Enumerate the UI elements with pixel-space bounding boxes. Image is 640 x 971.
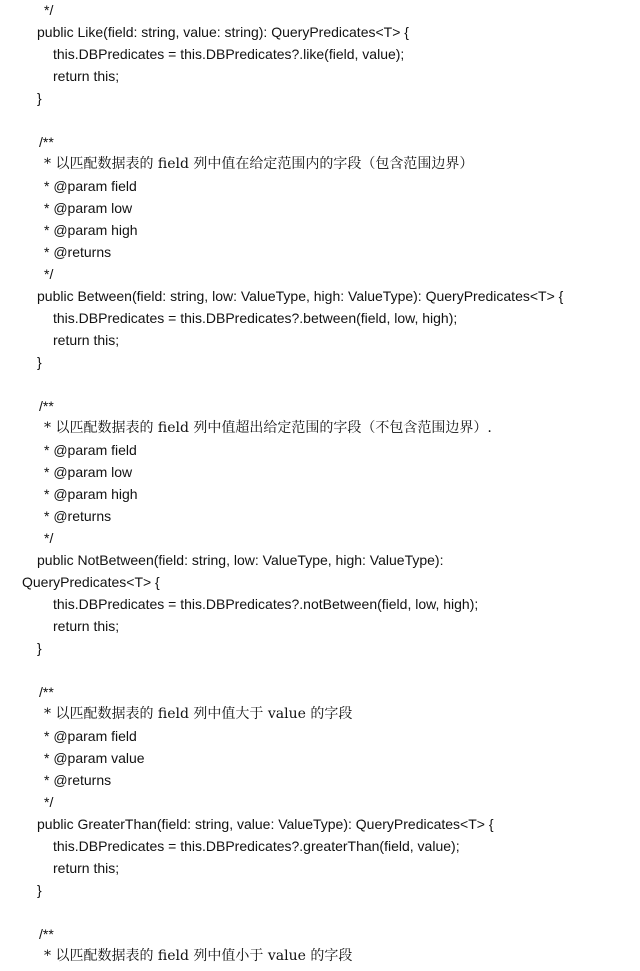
comment-start: /** <box>39 684 54 700</box>
comment-param: * @param value <box>44 750 145 766</box>
comment-returns: * @returns <box>44 244 112 260</box>
code-statement: this.DBPredicates = this.DBPredicates?.like(field, value); <box>53 46 405 62</box>
method-signature-greaterthan: public GreaterThan(field: string, value: ValueType): QueryPredicates<T> { <box>37 816 494 832</box>
method-signature-like: public Like(field: string, value: string): QueryPredicates<T> { <box>37 24 409 40</box>
comment-returns: * @returns <box>44 772 112 788</box>
comment-param: * @param high <box>44 486 138 502</box>
return-statement: return this; <box>53 68 120 84</box>
comment-start: /** <box>39 134 54 150</box>
comment-description: * 以匹配数据表的 field 列中值大于 value 的字段 <box>44 706 353 722</box>
comment-end: */ <box>44 2 54 18</box>
code-statement: this.DBPredicates = this.DBPredicates?.greaterThan(field, value); <box>53 838 460 854</box>
code-statement: this.DBPredicates = this.DBPredicates?.between(field, low, high); <box>53 310 458 326</box>
method-signature-between: public Between(field: string, low: ValueType, high: ValueType): QueryPredicates<T> { <box>37 288 564 304</box>
comment-end: */ <box>44 530 54 546</box>
closing-brace: } <box>37 354 42 370</box>
comment-start: /** <box>39 926 54 942</box>
comment-end: */ <box>44 266 54 282</box>
closing-brace: } <box>37 882 42 898</box>
comment-description: * 以匹配数据表的 field 列中值超出给定范围的字段（不包含范围边界）. <box>44 420 492 436</box>
comment-param: * @param low <box>44 200 133 216</box>
code-statement: this.DBPredicates = this.DBPredicates?.notBetween(field, low, high); <box>53 596 479 612</box>
comment-returns: * @returns <box>44 508 112 524</box>
comment-description: * 以匹配数据表的 field 列中值小于 value 的字段 <box>44 948 353 964</box>
comment-param: * @param field <box>44 178 137 194</box>
comment-end: */ <box>44 794 54 810</box>
method-signature-notbetween: public NotBetween(field: string, low: ValueType, high: ValueType): <box>37 552 444 568</box>
comment-param: * @param high <box>44 222 138 238</box>
comment-description: * 以匹配数据表的 field 列中值在给定范围内的字段（包含范围边界） <box>44 156 474 172</box>
comment-start: /** <box>39 398 54 414</box>
return-statement: return this; <box>53 618 120 634</box>
comment-param: * @param field <box>44 728 137 744</box>
comment-param: * @param low <box>44 464 133 480</box>
closing-brace: } <box>37 640 42 656</box>
method-signature-continuation: QueryPredicates<T> { <box>22 574 160 590</box>
comment-param: * @param field <box>44 442 137 458</box>
return-statement: return this; <box>53 332 120 348</box>
return-statement: return this; <box>53 860 120 876</box>
closing-brace: } <box>37 90 42 106</box>
